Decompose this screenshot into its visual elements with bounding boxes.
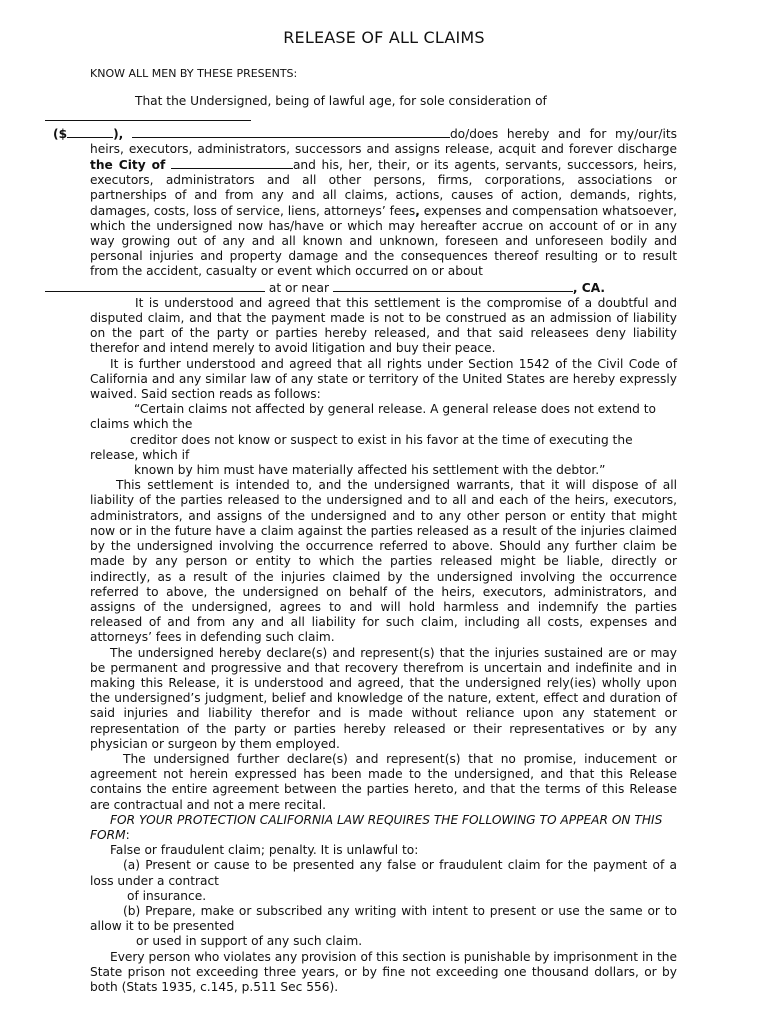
section-1542-quote-line-3: known by him must have materially affected his settlement with the debtor.” bbox=[134, 463, 606, 478]
item-b-line-1: (b) Prepare, make or subscribed any writing with intent to present or use the same or to allow it to be presented bbox=[90, 903, 677, 934]
compromise-paragraph: It is understood and agreed that this settlement is the compromise of a doubtful and disputed claim, and that the payment made is not to be construed as an admission of liability on the part of the party or parties hereby released, and that said releasees deny liability therefor and intend merely to avoid litigation and buy their peace. bbox=[90, 295, 677, 356]
dollar-amount-blank[interactable] bbox=[67, 126, 113, 138]
city-name-blank[interactable] bbox=[171, 157, 293, 169]
document-title: RELEASE OF ALL CLAIMS bbox=[283, 28, 485, 47]
city-of-label: the City of bbox=[90, 158, 166, 173]
dollar-amount: ($ ), bbox=[53, 126, 124, 141]
item-a-line-2: of insurance. bbox=[127, 888, 207, 903]
consideration-amount-blank[interactable] bbox=[45, 109, 251, 121]
item-a-line-1: (a) Present or cause to be presented any false or fraudulent claim for the payment of a loss under a contract bbox=[90, 858, 677, 888]
releasor-name-blank[interactable] bbox=[132, 126, 450, 138]
section-1542-quote-line-2: creditor does not know or suspect to exist in his favor at the time of executing the release, which if bbox=[90, 432, 633, 462]
item-b-line-2: or used in support of any such claim. bbox=[136, 934, 363, 949]
waiver-paragraph: It is further understood and agreed that all rights under Section 1542 of the Civil Code of California and any similar law of any state or territory of the United States are hereby expressly waived. Said section reads as follows: bbox=[90, 356, 677, 402]
protection-notice: FOR YOUR PROTECTION CALIFORNIA LAW REQUIRES THE FOLLOWING TO APPEAR ON THIS FORM: bbox=[90, 812, 663, 842]
intro-line: KNOW ALL MEN BY THESE PRESENTS: bbox=[90, 67, 298, 80]
consideration-text: That the Undersigned, being of lawful age, for sole consideration of bbox=[135, 94, 547, 109]
section-1542-quote-line-1: “Certain claims not affected by general release. A general release does not extend to claims which the bbox=[90, 402, 656, 432]
consideration-paragraph: That the Undersigned, being of lawful age, for sole consideration of ($ ), do/does hereby and for my/our/its heirs, executors, administrators, successors and assigns release, acquit and forever discharge the City of and his, her, their, or its agents, servants, successors, heirs, executors, administrators and all other persons, firms, corporations, associations or partnerships of and from any and all claims, actions, causes of action, demands, rights, damages, costs, loss of service, liens, attorneys’ fees, expenses and compensation whatsoever, which the undersigned now has/have or which may hereafter accrue on account of or in any way growing out of any and all known and unknown, foreseen and unforeseen bodily and personal injuries and property damage and the consequences thereof resulting or to result from the accident, casualty or event which occurred on or about at or near , CA. bbox=[90, 94, 677, 296]
release-text: do/does hereby and for my/our/its heirs, executors, administrators, successors and assigns release, acquit and forever discharge bbox=[90, 126, 678, 156]
compensation-text: expenses and compensation whatsoever, which the undersigned now has/have or which may hereafter accrue on account of or in any way growing out of any and all known and unknown, foreseen and unforeseen bodily and personal injuries and property damage and the consequences thereof resulting or to result from the accident, casualty or event which occurred on or about bbox=[90, 203, 677, 279]
release-parties-text: and his, her, their, or its agents, servants, successors, heirs, executors, administrators and all other persons, firms, corporations, associations or partnerships of and from any and all claims, actions, causes of action, demands, rights, damages, costs, loss of service, liens, attorneys’ fees bbox=[90, 158, 677, 218]
settlement-paragraph: This settlement is intended to, and the undersigned warrants, that it will dispose of all liability of the parties released to the undersigned and to all and each of the heirs, executors, administrators, and assigns of the undersigned and to any other person or entity that might now or in the future have a claim against the parties released as a result of the injuries claimed by the undersigned involving the occurrence referred to above. Should any further claim be made by any person or entity to which the parties released might be liable, directly or indirectly, as a result of the injuries claimed by the undersigned involving the occurrence referred to above, the undersigned on behalf of the heirs, executors, administrators, and assigns of the undersigned, agrees to and will hold harmless and indemnify the parties released of and from any and all liability for such claim, including all costs, expenses and attorneys’ fees in defending such claim. bbox=[90, 478, 677, 645]
state-label: , CA. bbox=[572, 280, 606, 295]
document-body bbox=[53, 66, 678, 995]
injuries-paragraph: The undersigned hereby declare(s) and represent(s) that the injuries sustained are or may be permanent and progressive and that recovery therefrom is uncertain and indefinite and in making this Release, it is understood and agreed, that the undersigned rely(ies) wholly upon the undersigned’s judgment, belief and knowledge of the nature, extent, effect and duration of said injuries and liability therefor and is made without reliance upon any statement or representation of the party or parties hereby released or their representatives or by any physician or surgeon by them employed. bbox=[90, 645, 677, 751]
penalty-paragraph: Every person who violates any provision of this section is punishable by imprisonment in the State prison not exceeding three years, or by fine not exceeding one thousand dollars, or by both (Stats 1935, c.145, p.511 Sec 556). bbox=[90, 949, 677, 994]
entire-agreement-paragraph: The undersigned further declare(s) and represent(s) that no promise, inducement or agreement not herein expressed has been made to the undersigned, and that this Release contains the entire agreement between the parties hereto, and that the terms of this Release are contractual and not a mere recital. bbox=[90, 751, 677, 812]
date-blank[interactable] bbox=[45, 280, 265, 292]
location-blank[interactable] bbox=[333, 280, 573, 292]
false-claim-heading: False or fraudulent claim; penalty. It is unlawful to: bbox=[110, 843, 419, 858]
